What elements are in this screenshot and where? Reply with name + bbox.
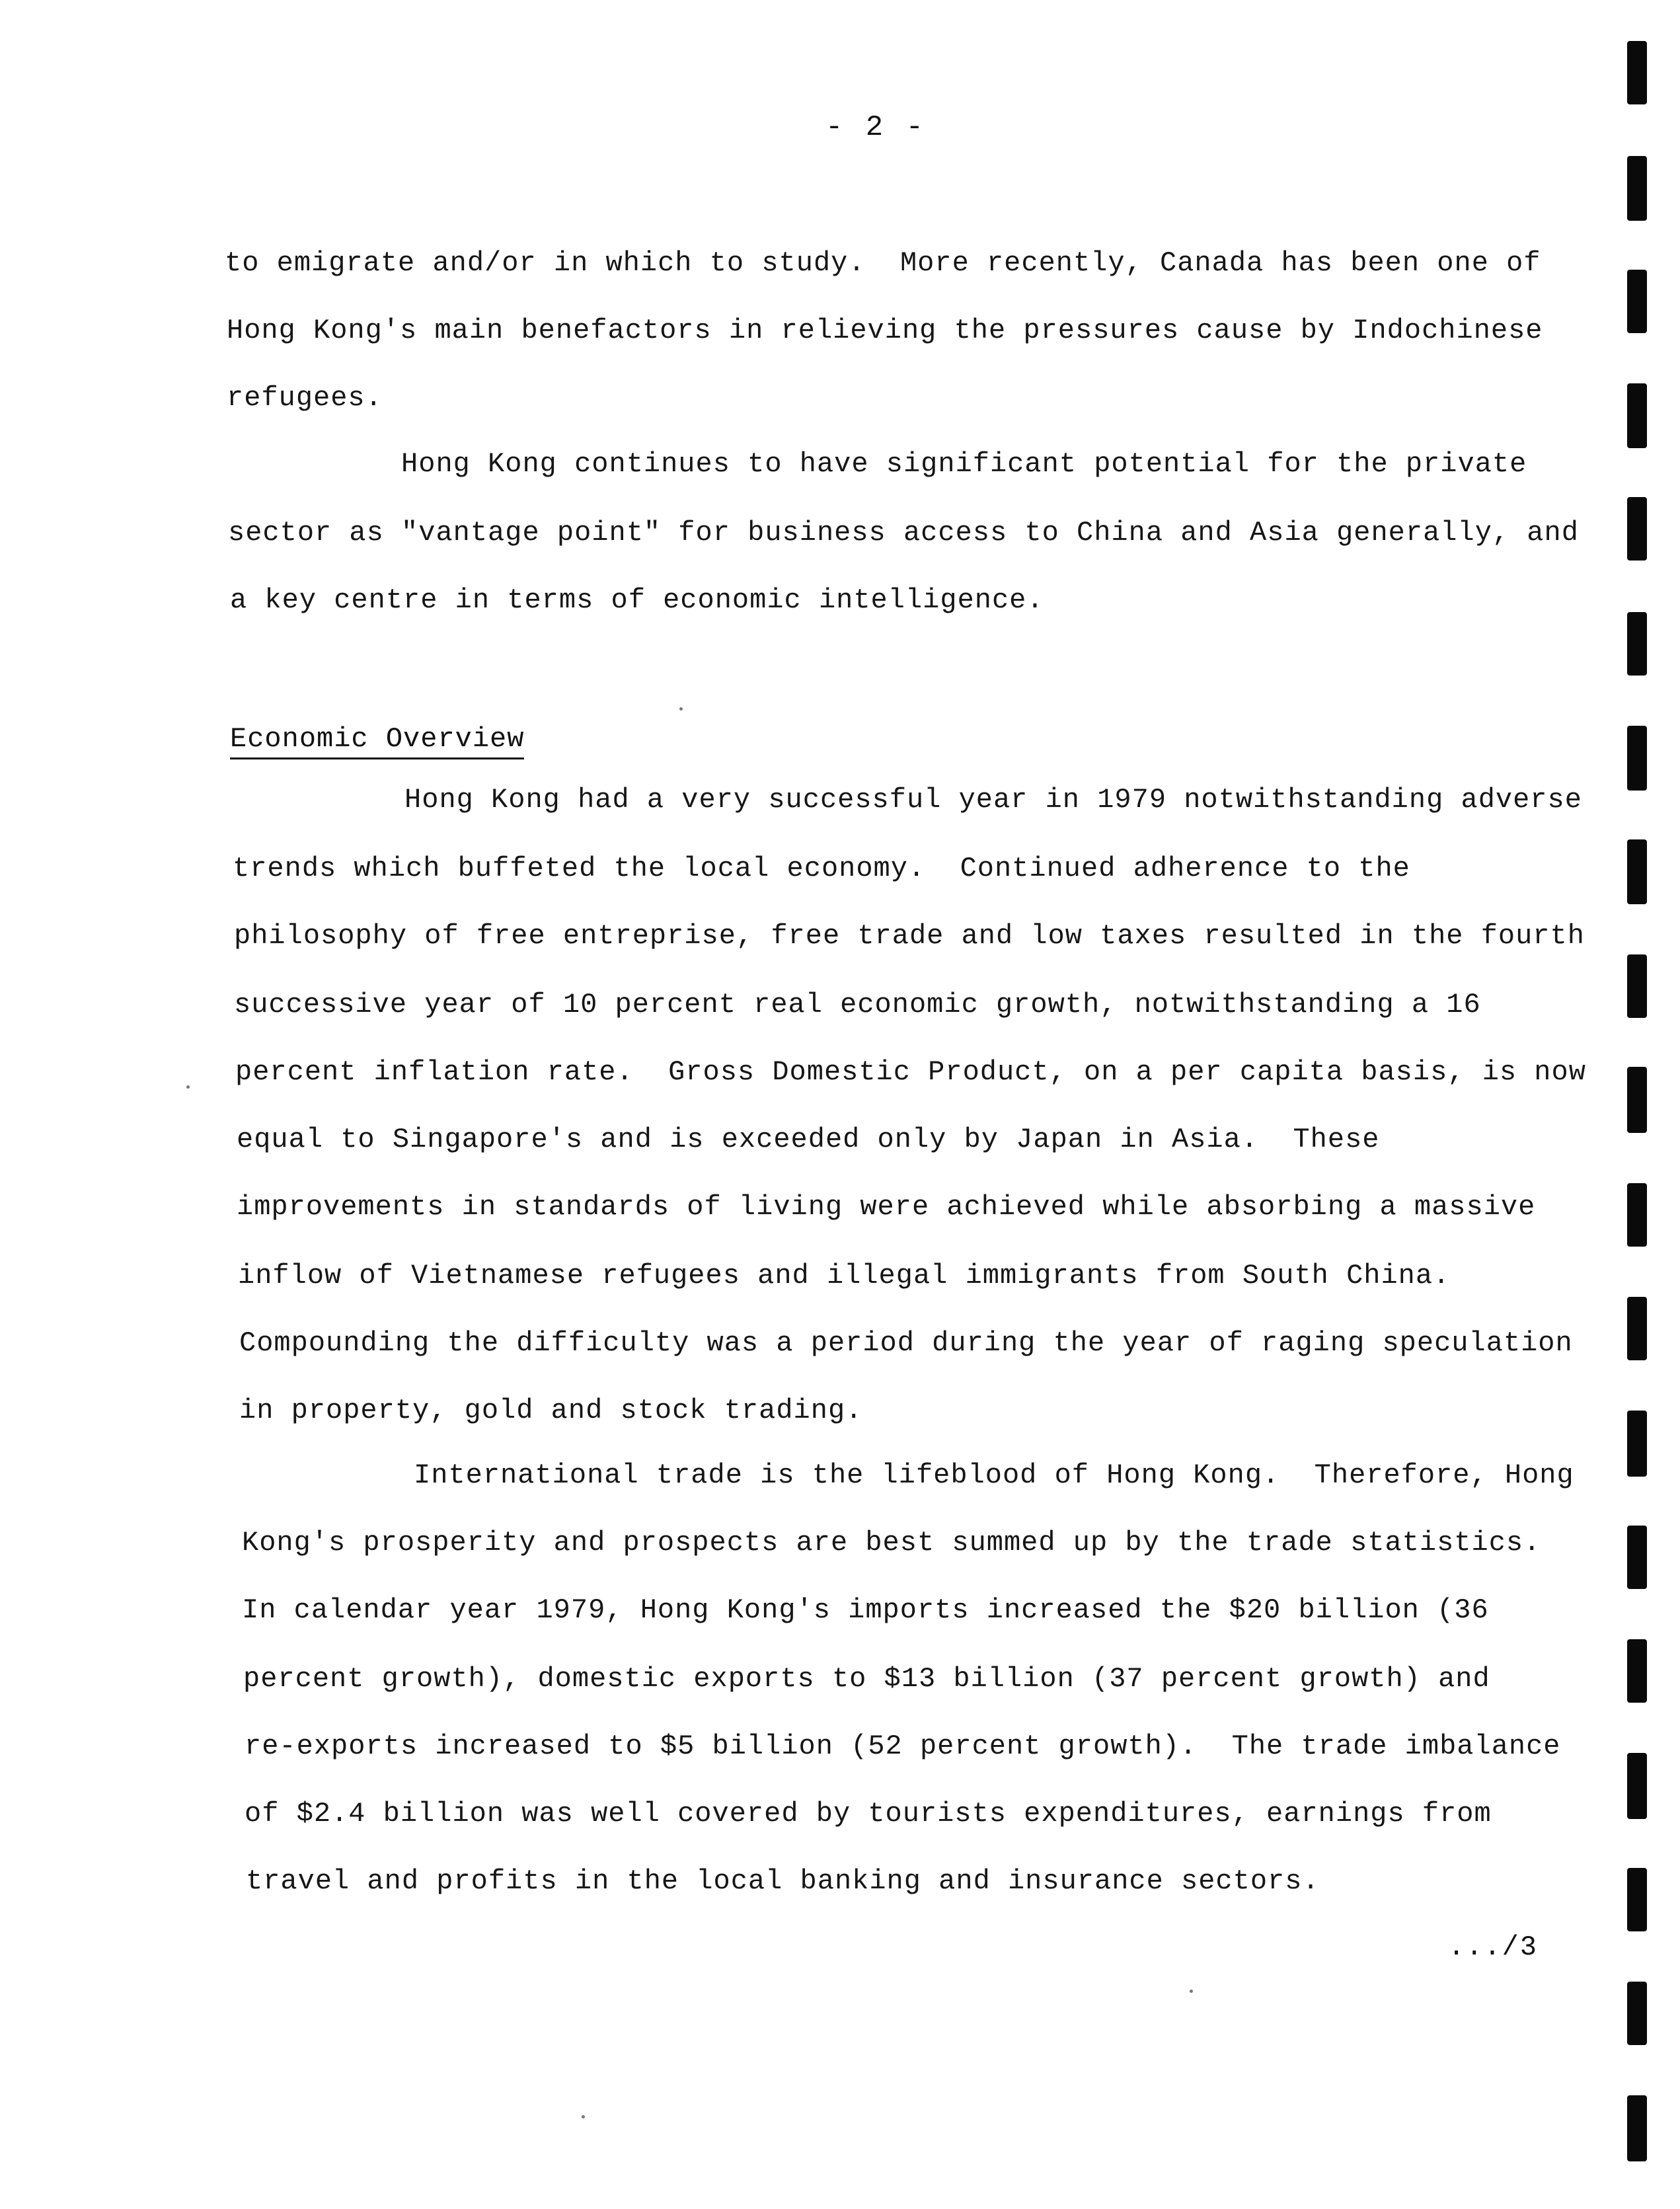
paragraph-line: Kong's prosperity and prospects are best summed up by the trade statistics. — [242, 1527, 1541, 1559]
paragraph-line: travel and profits in the local banking and insurance sectors. — [246, 1865, 1320, 1897]
binding-mark — [1627, 1753, 1647, 1819]
binding-mark — [1627, 156, 1647, 221]
binding-mark — [1627, 612, 1647, 676]
paragraph-line: Hong Kong had a very successful year in 1979 notwithstanding adverse — [231, 784, 1582, 816]
paragraph-line: In calendar year 1979, Hong Kong's imports increased the $20 billion (36 — [242, 1594, 1489, 1626]
binding-mark — [1627, 1067, 1647, 1133]
binding-mark — [1627, 1183, 1647, 1247]
binding-mark — [1627, 1639, 1647, 1703]
paragraph-line: of $2.4 billion was well covered by tourists expenditures, earnings from — [245, 1798, 1492, 1830]
binding-mark — [1627, 270, 1647, 333]
binding-mark — [1627, 839, 1647, 904]
paragraph-line: in property, gold and stock trading. — [239, 1395, 863, 1426]
scan-speck — [679, 707, 683, 711]
paragraph-line: a key centre in terms of economic intelligence. — [230, 584, 1044, 616]
paragraph-line: successive year of 10 percent real economic growth, notwithstanding a 16 — [234, 989, 1481, 1021]
binding-mark — [1627, 41, 1647, 104]
binding-mark — [1627, 383, 1647, 448]
scan-speck — [186, 1085, 190, 1089]
paragraph-line: International trade is the lifeblood of Hong Kong. Therefore, Hong — [241, 1459, 1574, 1491]
page-number: - 2 - — [825, 111, 927, 144]
paragraph-line: Compounding the difficulty was a period during the year of raging speculation — [239, 1327, 1573, 1359]
paragraph-line: Hong Kong continues to have significant potential for the private — [228, 448, 1527, 480]
paragraph-line: percent growth), domestic exports to $13 billion (37 percent growth) and — [243, 1663, 1490, 1695]
binding-mark — [1627, 2095, 1647, 2161]
paragraph-line: to emigrate and/or in which to study. More recently, Canada has been one of — [225, 247, 1541, 279]
binding-mark — [1627, 1526, 1647, 1589]
paragraph-line: trends which buffeted the local economy. Continued adherence to the — [233, 853, 1410, 884]
paragraph-line: improvements in standards of living were achieved while absorbing a massive — [237, 1191, 1536, 1223]
paragraph-line: equal to Singapore's and is exceeded only by Japan in Asia. These — [237, 1124, 1380, 1155]
continuation-marker: .../3 — [1447, 1931, 1538, 1963]
paragraph-line: re-exports increased to $5 billion (52 percent growth). The trade imbalance — [245, 1730, 1561, 1762]
binding-mark — [1627, 726, 1647, 791]
paragraph-line: refugees. — [227, 382, 383, 414]
scan-speck — [1190, 1990, 1193, 1993]
paragraph-line: percent inflation rate. Gross Domestic Product, on a per capita basis, is now — [235, 1056, 1586, 1088]
binding-mark — [1627, 1868, 1647, 1931]
paragraph-line: Hong Kong's main benefactors in relieving the pressures cause by Indochinese — [227, 315, 1543, 346]
binding-mark — [1627, 954, 1647, 1018]
binding-mark — [1627, 1411, 1647, 1477]
paragraph-line: philosophy of free entreprise, free trade and low taxes resulted in the fourth — [234, 920, 1585, 952]
scan-speck — [582, 2115, 585, 2118]
paragraph-line: sector as "vantage point" for business access to China and Asia generally, and — [228, 517, 1579, 549]
binding-mark — [1627, 497, 1647, 561]
section-heading: Economic Overview — [230, 722, 524, 759]
binding-mark — [1627, 1982, 1647, 2045]
binding-mark — [1627, 1297, 1647, 1360]
paragraph-line: inflow of Vietnamese refugees and illegal immigrants from South China. — [238, 1260, 1451, 1292]
